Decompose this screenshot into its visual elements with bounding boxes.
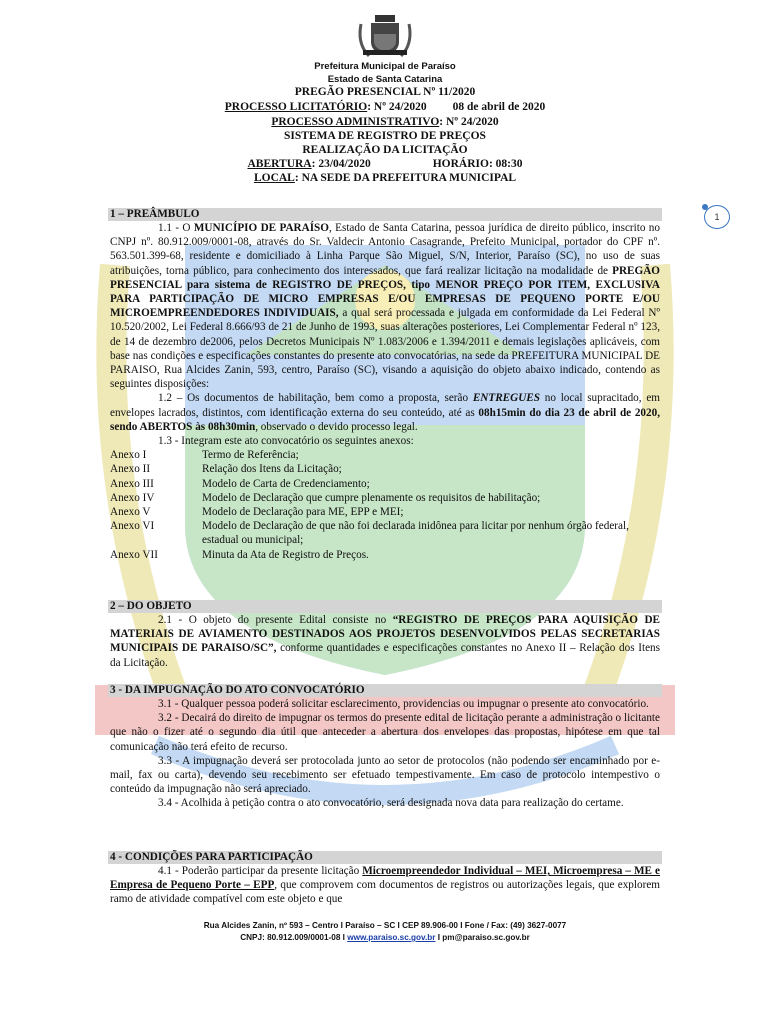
municipal-coat-of-arms-icon bbox=[357, 14, 413, 58]
processo-date: 08 de abril de 2020 bbox=[452, 101, 546, 113]
header-processo-licitatorio bbox=[0, 101, 770, 113]
header-local bbox=[0, 172, 770, 184]
section-4-title: 4 - CONDIÇÕES PARA PARTICIPAÇÃO bbox=[108, 851, 662, 864]
annex-row: Anexo I Termo de Referência; bbox=[110, 449, 299, 462]
horario: HORÁRIO: 08:30 bbox=[432, 158, 523, 170]
annex-row: Anexo III Modelo de Carta de Credenciamento; bbox=[110, 477, 370, 490]
section-4-body bbox=[110, 864, 660, 907]
header-state: Estado de Santa Catarina bbox=[327, 74, 443, 85]
annex-row: Anexo VI Modelo de Declaração de que não foi declarada inidônea para licitar por nenhum órgão federal, estadual ou municipal; bbox=[110, 520, 629, 547]
header-realizacao: REALIZAÇÃO DA LICITAÇÃO bbox=[302, 144, 468, 156]
section-2-body bbox=[110, 613, 660, 670]
processo-licitatorio-value: : Nº 24/2020 bbox=[367, 101, 427, 113]
annex-row: Anexo II Relação dos Itens da Licitação; bbox=[110, 463, 342, 476]
footer-contact: CNPJ: 80.912.009/0001-08 I www.paraiso.sc.gov.br I pm@paraiso.sc.gov.br bbox=[240, 933, 530, 942]
paragraph-3-3: 3.3 - A impugnação deverá ser protocolada junto ao setor de protocolos (não podendo ser encaminhado por e-mail, fax ou carta), devendo seu recebimento ser efetuado tempestivamente. Em caso de protocolo intempestivo o conteúdo da impugnação não será apreciado. bbox=[110, 754, 660, 796]
abertura-label: ABERTURA bbox=[247, 158, 312, 170]
processo-administrativo-value: : Nº 24/2020 bbox=[439, 116, 499, 128]
paragraph-3-1: 3.1 - Qualquer pessoa poderá solicitar esclarecimento, providencias ou impugnar o presente ato convocatório. bbox=[158, 698, 649, 710]
annex-row: Anexo VII Minuta da Ata de Registro de Preços. bbox=[110, 548, 369, 561]
paragraph-1-2: 1.2 – Os documentos de habilitação, bem como a proposta, serão ENTREGUES no local supracitado, em envelopes lacrados, distintos, com identificação externa do seu conteúdo, até as 08h15min do dia 23 de abril de 2020, sendo ABERTOS às 08h30min, observado o devido processo legal. bbox=[110, 392, 661, 433]
paragraph-3-2: 3.2 - Decairá do direito de impugnar os termos do presente edital de licitação perante a administração o licitante que não o fizer até o segundo dia útil que anteceder a abertura dos envelopes das propostas, hipótese em que tal comunicação não terá efeito de recurso. bbox=[110, 712, 660, 753]
header-abertura bbox=[0, 158, 770, 170]
header-municipality: Prefeitura Municipal de Paraíso bbox=[314, 61, 456, 72]
annex-row: Anexo IV Modelo de Declaração que cumpre plenamente os requisitos de habilitação; bbox=[110, 491, 541, 504]
header-processo-administrativo bbox=[0, 116, 770, 128]
page-number-badge[interactable]: 1 bbox=[704, 205, 730, 229]
annex-list bbox=[110, 448, 660, 562]
footer-address: Rua Alcides Zanin, nº 593 – Centro I Paraíso – SC I CEP 89.906-00 I Fone / Fax: (49) 3627-0077 bbox=[203, 921, 567, 930]
annex-row: Anexo V Modelo de Declaração para ME, EPP e MEI; bbox=[110, 506, 404, 519]
paragraph-2-1: 2.1 - O objeto do presente Edital consiste no “REGISTRO DE PREÇOS PARA AQUISIÇÃO DE MATERIAIS DE AVIAMENTO DESTINADOS AOS PROJETOS DESENVOLVIDOS PELAS SECRETARIAS MUNICIPAIS DE PARAISO/SC”, conforme quantidades e especificações constantes no Anexo II – Relação dos Itens da Licitação. bbox=[110, 614, 660, 669]
section-2-title: 2 – DO OBJETO bbox=[108, 600, 662, 613]
header-pregao: PREGÃO PRESENCIAL Nº 11/2020 bbox=[294, 86, 476, 98]
processo-licitatorio-label: PROCESSO LICITATÓRIO bbox=[224, 101, 368, 113]
processo-administrativo-label: PROCESSO ADMINISTRATIVO bbox=[271, 116, 440, 128]
local-label: LOCAL bbox=[253, 172, 295, 184]
paragraph-4-1: 4.1 - Poderão participar da presente licitação Microempreendedor Individual – MEI, Microempresa – ME e Empresa de Pequeno Porte – EPP, que comprovem com documentos de registros ou autorizações legais, que explorem ramo de atividade compatível com este objeto e que bbox=[110, 865, 660, 906]
local-value: : NA SEDE DA PREFEITURA MUNICIPAL bbox=[294, 172, 517, 184]
paragraph-1-1: 1.1 - O MUNICÍPIO DE PARAÍSO, Estado de Santa Catarina, pessoa jurídica de direito público, inscrito no CNPJ nº. 80.912.009/0001-08, através do Sr. Valdecir Antonio Casagrande, Prefeito Municipal, portador do CPF nº. 563.501.399-68, residente e domiciliado à Linha Parque São Miguel, S/N, Interior, Paraíso (SC), no uso de suas atribuições, torna público, para conhecimento dos interessados, que fará realizar licitação na modalidade de PREGÃO PRESENCIAL para sistema de REGISTRO DE PREÇOS, tipo MENOR PREÇO POR ITEM, EXCLUSIVA PARA PARTICIPAÇÃO DE MICRO EMPRESAS E/OU EMPRESAS DE PEQUENO PORTE E/OU MICROEMPREENDEDORES INDIVIDUAIS, a qual será processada e julgada em conformidade da Lei Federal Nº 10.520/2002, Lei Federal 8.666/93 de 21 de Junho de 1993, suas alterações posteriores, Lei Complementar Federal nº 123, de 14 de dezembro de2006, pelos Decretos Municipais Nº 1.083/2006 e 1.394/2011 e demais legislações aplicáveis, com base nas condições e especificações constantes do presente ato convocatórias, na sede da PREFEITURA MUNICIPAL DE PARAISO, Rua Alcides Zanin, 593, centro, Paraíso (SC), visando a aquisição do objeto abaixo indicado, contendo as seguintes disposições: bbox=[110, 222, 660, 391]
section-1-title: 1 – PREÂMBULO bbox=[108, 208, 662, 221]
paragraph-3-4: 3.4 - Acolhida à petição contra o ato convocatório, será designada nova data para realização do certame. bbox=[158, 797, 624, 810]
section-3-body bbox=[110, 697, 660, 811]
abertura-value: : 23/04/2020 bbox=[311, 158, 371, 170]
website-link[interactable]: www.paraiso.sc.gov.br bbox=[347, 933, 436, 942]
section-3-title: 3 - DA IMPUGNAÇÃO DO ATO CONVOCATÓRIO bbox=[108, 684, 662, 697]
section-1-body bbox=[110, 221, 660, 562]
badge-dot-icon bbox=[702, 204, 708, 210]
paragraph-1-3: 1.3 - Integram este ato convocatório os seguintes anexos: bbox=[158, 435, 414, 448]
header-registro-precos: SISTEMA DE REGISTRO DE PREÇOS bbox=[284, 130, 486, 142]
